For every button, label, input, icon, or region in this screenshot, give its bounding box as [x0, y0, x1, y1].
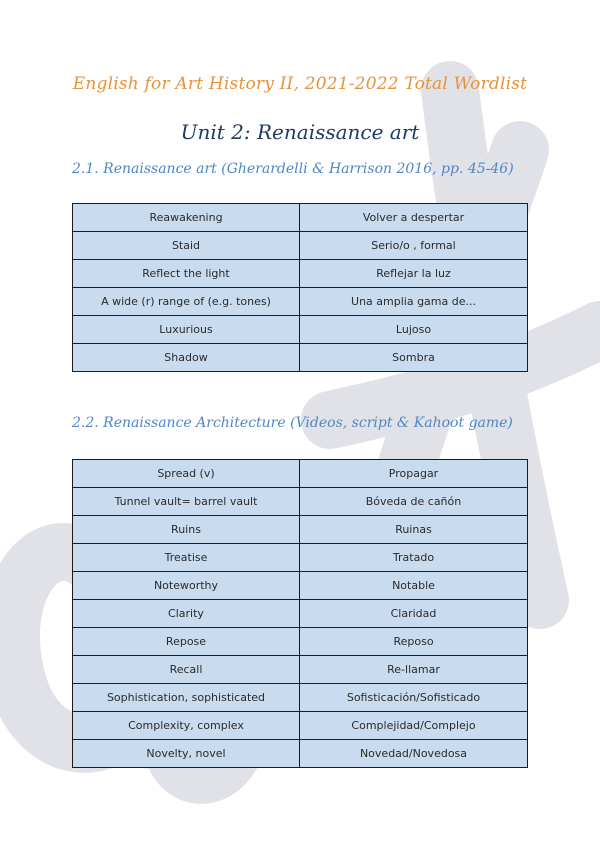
spanish-translation: Reposo — [300, 628, 528, 656]
spanish-translation: Ruinas — [300, 516, 528, 544]
english-term: Sophistication, sophisticated — [73, 684, 300, 712]
spanish-translation: Lujoso — [300, 316, 528, 344]
spanish-translation: Complejidad/Complejo — [300, 712, 528, 740]
english-term: Shadow — [73, 344, 300, 372]
table-row — [73, 656, 528, 684]
table-row — [73, 260, 528, 288]
spanish-translation: Una amplia gama de... — [300, 288, 528, 316]
table-row — [73, 204, 528, 232]
table-row — [73, 572, 528, 600]
spanish-translation: Volver a despertar — [300, 204, 528, 232]
spanish-translation: Claridad — [300, 600, 528, 628]
english-term: Clarity — [73, 600, 300, 628]
english-term: Reawakening — [73, 204, 300, 232]
spanish-translation: Bóveda de cañón — [300, 488, 528, 516]
spanish-translation: Novedad/Novedosa — [300, 740, 528, 768]
english-term: Treatise — [73, 544, 300, 572]
spanish-translation: Notable — [300, 572, 528, 600]
english-term: Reflect the light — [73, 260, 300, 288]
table-row — [73, 288, 528, 316]
english-term: Novelty, novel — [73, 740, 300, 768]
table-row — [73, 516, 528, 544]
english-term: Ruins — [73, 516, 300, 544]
unit-title: Unit 2: Renaissance art — [180, 120, 420, 144]
english-term: Tunnel vault= barrel vault — [73, 488, 300, 516]
english-term: Luxurious — [73, 316, 300, 344]
section-heading: 2.1. Renaissance art (Gherardelli & Harrison 2016, pp. 45-46) — [72, 161, 514, 177]
spanish-translation: Serio/o , formal — [300, 232, 528, 260]
spanish-translation: Sombra — [300, 344, 528, 372]
table-row — [73, 460, 528, 488]
document-title: English for Art History II, 2021-2022 Total Wordlist — [72, 74, 528, 94]
spanish-translation: Re-llamar — [300, 656, 528, 684]
english-term: Recall — [73, 656, 300, 684]
spanish-translation: Sofisticación/Sofisticado — [300, 684, 528, 712]
table-row — [73, 232, 528, 260]
table-row — [73, 544, 528, 572]
spanish-translation: Reflejar la luz — [300, 260, 528, 288]
table-row — [73, 316, 528, 344]
english-term: A wide (r) range of (e.g. tones) — [73, 288, 300, 316]
english-term: Spread (v) — [73, 460, 300, 488]
table-row — [73, 712, 528, 740]
table-row — [73, 344, 528, 372]
wordlist-table — [72, 459, 528, 768]
table-row — [73, 740, 528, 768]
table-row — [73, 600, 528, 628]
wordlist-table — [72, 203, 528, 372]
english-term: Staid — [73, 232, 300, 260]
table-row — [73, 488, 528, 516]
table-row — [73, 628, 528, 656]
english-term: Noteworthy — [73, 572, 300, 600]
spanish-translation: Tratado — [300, 544, 528, 572]
english-term: Repose — [73, 628, 300, 656]
english-term: Complexity, complex — [73, 712, 300, 740]
table-row — [73, 684, 528, 712]
section-heading: 2.2. Renaissance Architecture (Videos, script & Kahoot game) — [72, 415, 513, 431]
spanish-translation: Propagar — [300, 460, 528, 488]
